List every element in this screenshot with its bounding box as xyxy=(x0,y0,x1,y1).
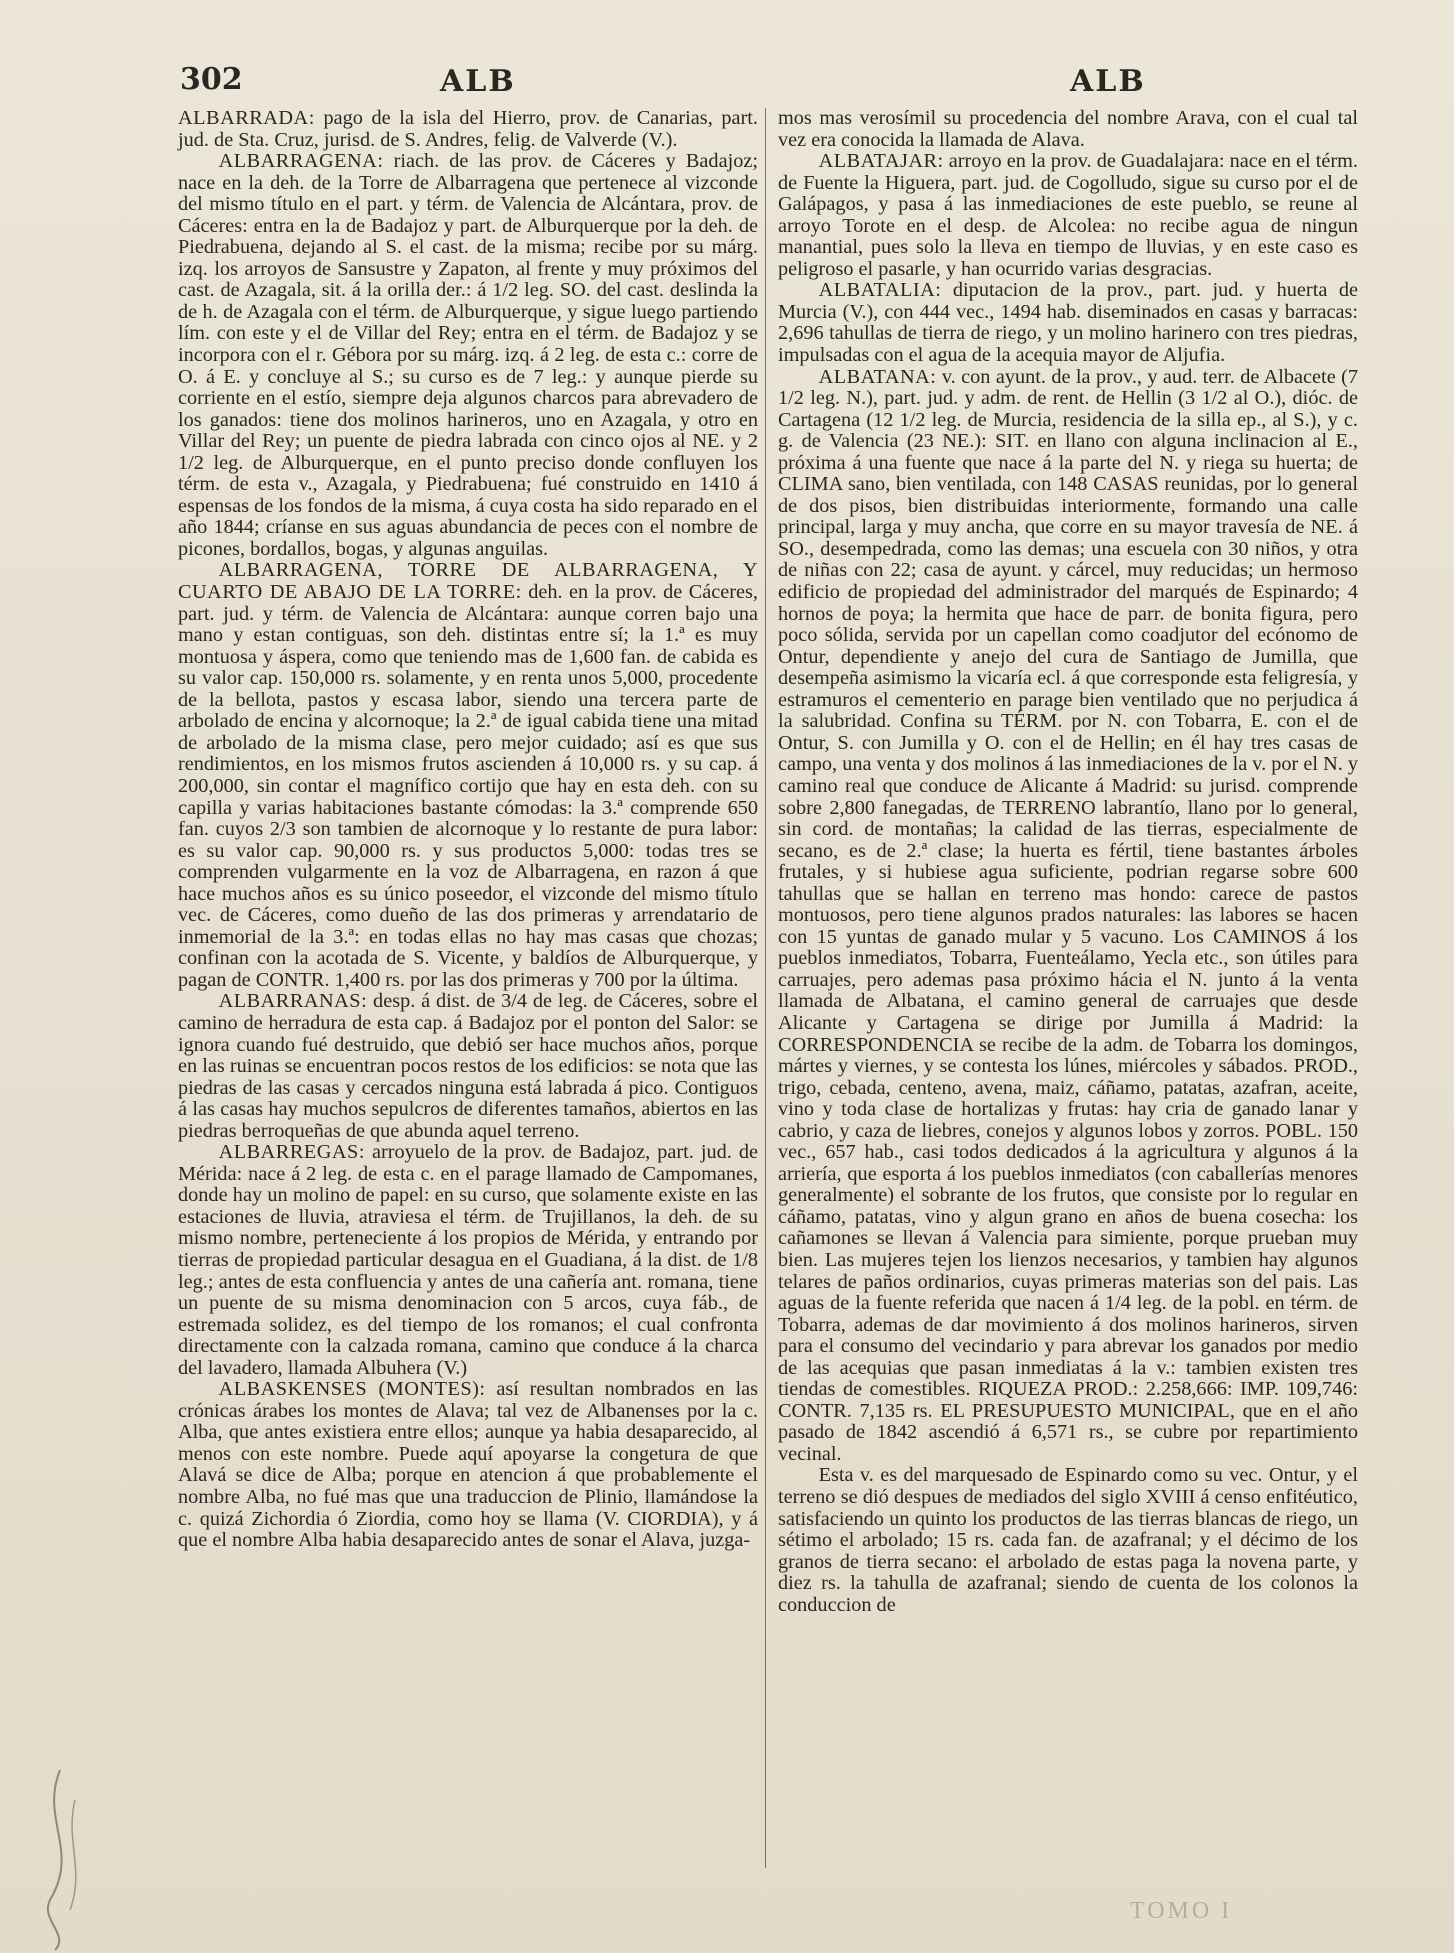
entry-albatana xyxy=(778,367,1358,1466)
entry-text: arroyo en la prov. de Guadalajara: nace en el térm. de Fuente la Higuera, part. jud. de Cogolludo, sigue su curso por el de Galápagos, y pasa á las inmediaciones de este pueblo, se reune al arroyo Torote en el desp. de Alcolea: no recibe agua de ningun manantial, pues solo la lleva en tiempo de lluvias, y en este caso es peligroso el pasarle, y han ocurrido varias desgracias. xyxy=(778,150,1358,280)
entry-text: riach. de las prov. de Cáceres y Badajoz; nace en la deh. de la Torre de Albarragena que pertenece al vizconde del mismo título en el part. y térm. de Valencia de Alcántara, prov. de Cáceres: entra en la de Badajoz y part. de Alburquerque por la deh. de Piedrabuena, dejando al S. el cast. de la misma; recibe por su márg. izq. los arroyos de Sansustre y Zapaton, al frente y muy próximos del cast. de Azagala, sit. á la orilla der.: á 1/2 leg. SO. del cast. deslinda la de h. de Azagala con el térm. de Alburquerque, y sigue luego partiendo lím. con este y el de Villar del Rey; entra en el térm. de Badajoz y se incorpora con el r. Gébora por su márg. izq. á 2 leg. de esta c.: corre de O. á E. y concluye al S.; su curso es de 7 leg.: y aunque pierde su corriente en el estío, siempre deja algunos charcos para abrevadero de los ganados: tiene dos molinos harineros, uno en Azagala, y otro en Villar del Rey; un puente de piedra labrada con cinco ojos al NE. y 2 1/2 leg. de Alburquerque, en el punto preciso donde confluyen los térm. de esta v., Azagala, y Piedrabuena; fué construido en 1410 á espensas de los fondos de la misma, á cuya costa ha sido reparado en el año 1844; críanse en sus aguas abundancia de peces con el nombre de picones, bordallos, bogas, y algunas anguilas. xyxy=(178,150,758,560)
running-head-left: ALB xyxy=(440,64,516,99)
entry-albarregas xyxy=(178,1142,758,1379)
entry-headword: ALBARRAGENA: xyxy=(218,150,384,173)
entry-headword: ALBATALIA: xyxy=(818,279,942,302)
left-column xyxy=(178,108,758,1552)
entry-headword: ALBARRANAS: xyxy=(218,990,368,1013)
entry-headword: ALBARRAGENA, TORRE DE ALBARRAGENA, Y CUARTO DE ABAJO DE LA TORRE: xyxy=(178,559,758,604)
entry-headword: ALBASKENSES (MONTES): xyxy=(218,1378,486,1401)
entry-albatana-history xyxy=(778,1465,1358,1616)
entry-continuation xyxy=(778,108,1358,151)
entry-headword: ALBATAJAR: xyxy=(818,150,944,173)
entry-albaskenses xyxy=(178,1379,758,1551)
entry-albarranas xyxy=(178,991,758,1142)
entry-headword: ALBARREGAS: xyxy=(218,1141,365,1164)
entry-text: v. con ayunt. de la prov., y aud. terr. de Albacete (7 1/2 leg. N.), part. jud. y adm. de rent. de Hellin (3 1/2 al O.), dióc. de Cartagena (12 1/2 leg. de Murcia, residencia de la silla ep., al S.), y c. g. de Valencia (23 NE.): SIT. en llano con alguna inclinacion al E., próxima á una fuente que nace á la parte del N. y riega su huerta; de CLIMA sano, bien ventilada, con 148 CASAS reunidas, por lo general de dos pisos, bien distribuidas interiormente, formando una calle principal, larga y muy ancha, que corre en su mayor travesía de NE. á SO., desempedrada, como las demas; una escuela con 30 niños, y otra de niñas con 22; casa de ayunt. y cárcel, muy reducidas; un hermoso edificio de propiedad del administrador del marqués de Espinardo; 4 hornos de poya; la hermita que hace de parr. de bonita figura, pero poco sólida, servida por un capellan como coadjutor del ecónomo de Ontur, dependiente y anejo del cura de Santiago de Jumilla, que desempeña asimismo la vicaría ecl. á que corresponde esta feligresía, y estramuros el cementerio en parage bien ventilado que no perjudica á la salubridad. Confina su TÉRM. por N. con Tobarra, E. con el de Ontur, S. con Jumilla y O. con el de Hellin; en él hay tres casas de campo, una venta y dos molinos á las inmediaciones de la v. por el N. y camino real que conduce de Alicante á Madrid: su jurisd. comprende sobre 2,800 fanegadas, de TERRENO labrantío, llano por lo general, sin cord. de montañas; la calidad de las tierras, especialmente de secano, es de 2.ª clase; la huerta es fértil, tiene bastantes árboles frutales, y si hubiese agua suficiente, podrian regarse sobre 600 tahullas que se hallan en terreno mas hondo: carece de pastos montuosos, pero tiene algunos prados naturales: las labores se hacen con 15 yuntas de ganado mular y 5 vacuno. Los CAMINOS á los pueblos inmediatos, Tobarra, Fuenteálamo, Yecla etc., son útiles para carruajes, pero ademas pasa próximo hácia el N. junto á la venta llamada de Albatana, el camino general de carruajes que desde Alicante y Cartagena se dirige por Jumilla á Madrid: la CORRESPONDENCIA se recibe de la adm. de Tobarra los domingos, mártes y viernes, y se contesta los lúnes, miércoles y sábados. PROD., trigo, cebada, centeno, avena, maiz, cáñamo, patatas, azafran, aceite, vino y toda clase de hortalizas y frutas: hay cria de ganado lanar y cabrio, y caza de liebres, conejos y algunos lobos y zorros. POBL. 150 vec., 657 hab., casi todos dedicados á la agricultura y algunos á la arriería, que esporta á los pueblos inmediatos (con caballerías menores generalmente) el sobrante de los frutos, que consiste por lo regular en cáñamo, patatas, vino y algun grano en años de buena cosecha: los cañamones se llevan á Valencia para simiente, porque prueban muy bien. Las mujeres tejen los lienzos necesarios, y tambien hay algunos telares de paños ordinarios, cuyas primeras materias son del pais. Las aguas de la fuente referida que nacen á 1/4 leg. de la pobl. en térm. de Tobarra, ademas de dar movimiento á dos molinos harineros, sirven para el consumo del vecindario y para abrevar los ganados por medio de las acequias que pasan inmediatas á la v.: tambien existen tres tiendas de comestibles. RIQUEZA PROD.: 2.258,666: IMP. 109,746: CONTR. 7,135 rs. EL PRESUPUESTO MUNICIPAL, que en el año pasado de 1842 ascendió á 6,571 rs., se cubre por repartimiento vecinal. xyxy=(778,365,1358,1465)
entry-headword: ALBARRADA: xyxy=(178,107,315,129)
entry-albarrada xyxy=(178,108,758,151)
entry-albatalia xyxy=(778,280,1358,366)
margin-scribble xyxy=(20,1760,100,1953)
entry-albarragena xyxy=(178,151,758,560)
page-number: 302 xyxy=(180,62,243,97)
running-head-right: ALB xyxy=(1070,64,1146,99)
page-header xyxy=(180,62,1368,106)
footer-mark: TOMO I xyxy=(1130,1898,1233,1924)
column-divider xyxy=(765,108,766,1868)
entry-text: diputacion de la prov., part. jud. y huerta de Murcia (V.), con 444 vec., 1494 hab. diseminados en casas y barracas: 2,696 tahullas de tierra de riego, y un molino harinero con tres piedras, impulsadas con el agua de la acequia mayor de Aljufia. xyxy=(778,279,1358,367)
entry-text: así resultan nombrados en las crónicas árabes los montes de Alava; tal vez de Albanenses por la c. Alba, que antes existiera entre ellos; aunque ya habia desaparecido, al menos con este nombre. Puede aquí apoyarse la congetura de que Alavá se dice de Alba; porque en atencion á que probablemente el nombre Alba, no fué mas que una traduccion de Plinio, llamándose la c. quizá Zichordia ó Ziordia, como hoy se llama (V. CIORDIA), y á que el nombre Alba habia desaparecido antes de sonar el Alava, juzga- xyxy=(178,1378,758,1552)
entry-text: desp. á dist. de 3/4 de leg. de Cáceres, sobre el camino de herradura de esta cap. á Badajoz por el ponton del Salor: se ignora cuando fué destruido, que debió ser hace muchos años, porque en las ruinas se encuentran pocos restos de los edificios: se nota que las piedras de las casas y cercados ninguna está labrada á pico. Contiguos á las casas hay muchos sepulcros de diferentes tamaños, abiertos en las piedras berroqueñas de que abunda aquel terreno. xyxy=(178,990,758,1142)
entry-text: mos mas verosímil su procedencia del nombre Arava, con el cual tal vez era conocida la llamada de Alava. xyxy=(778,107,1358,151)
entry-text: arroyuelo de la prov. de Badajoz, part. jud. de Mérida: nace á 2 leg. de esta c. en el parage llamado de Campomanes, donde hay un molino de papel: en su curso, que solamente existe en las estaciones de lluvia, atraviesa el térm. de Trujillanos, la deh. de su mismo nombre, perteneciente á los propios de Mérida, y entrando por tierras de propiedad particular desagua en el Guadiana, á la dist. de 1/8 leg.; antes de esta confluencia y antes de una cañería ant. romana, tiene un puente de su misma denominacion con 5 arcos, cuya fáb., de estremada solidez, es del tiempo de los romanos; el cual confronta directamente con la calzada romana, camino que conduce á la charca del lavadero, llamada Albuhera (V.) xyxy=(178,1141,758,1379)
entry-text: pago de la isla del Hierro, prov. de Canarias, part. jud. de Sta. Cruz, jurisd. de S. Andres, felig. de Valverde (V.). xyxy=(178,107,758,151)
entry-albatajar xyxy=(778,151,1358,280)
entry-albarragena-torre xyxy=(178,560,758,991)
right-column xyxy=(778,108,1358,1616)
entry-headword: ALBATANA: xyxy=(818,365,937,388)
entry-text: deh. en la prov. de Cáceres, part. jud. y térm. de Valencia de Alcántara: aunque corren bajo una mano y estan contiguas, son deh. distintas entre sí; la 1.ª es muy montuosa y áspera, como que teniendo mas de 1,600 fan. de cabida es su valor cap. 150,000 rs. solamente, y en renta unos 5,000, procedente de la bellota, pastos y escasa labor, siendo una tercera parte de arbolado de encina y alcornoque; la 2.ª de igual cabida tiene una mitad de arbolado de la misma clase, pero mejor cuidado; así es que sus rendimientos, en los mismos frutos ascienden á 10,000 rs. y su cap. á 200,000, sin contar el magnífico cortijo que hay en esta deh. con su capilla y varias habitaciones bastante cómodas: la 3.ª comprende 650 fan. cuyos 2/3 son tambien de alcornoque y lo restante de pura labor: es su valor cap. 90,000 rs. y sus productos 5,000: todas tres se comprenden vulgarmente en la voz de Albarragena, en razon á que hace muchos años es su único poseedor, el vizconde del mismo título vec. de Cáceres, como dueño de las dos primeras y arrendatario de inmemorial de la 3.ª: en todas ellas no hay mas casas que chozas; confinan con la acotada de S. Vicente, y baldíos de Alburquerque, y pagan de CONTR. 1,400 rs. por las dos primeras y 700 por la última. xyxy=(178,581,758,991)
entry-text: Esta v. es del marquesado de Espinardo como su vec. Ontur, y el terreno se dió despues de mediados del siglo XVIII á censo enfitéutico, satisfaciendo un quinto los productos de las tierras blancas de riego, un sétimo el arbolado; 15 rs. cada fan. de azafranal; y el décimo de los granos de tierra secano: el arbolado de estas paga la novena parte, y diez rs. la tahulla de azafranal; siendo de cuenta de los colonos la conduccion de xyxy=(778,1464,1358,1616)
